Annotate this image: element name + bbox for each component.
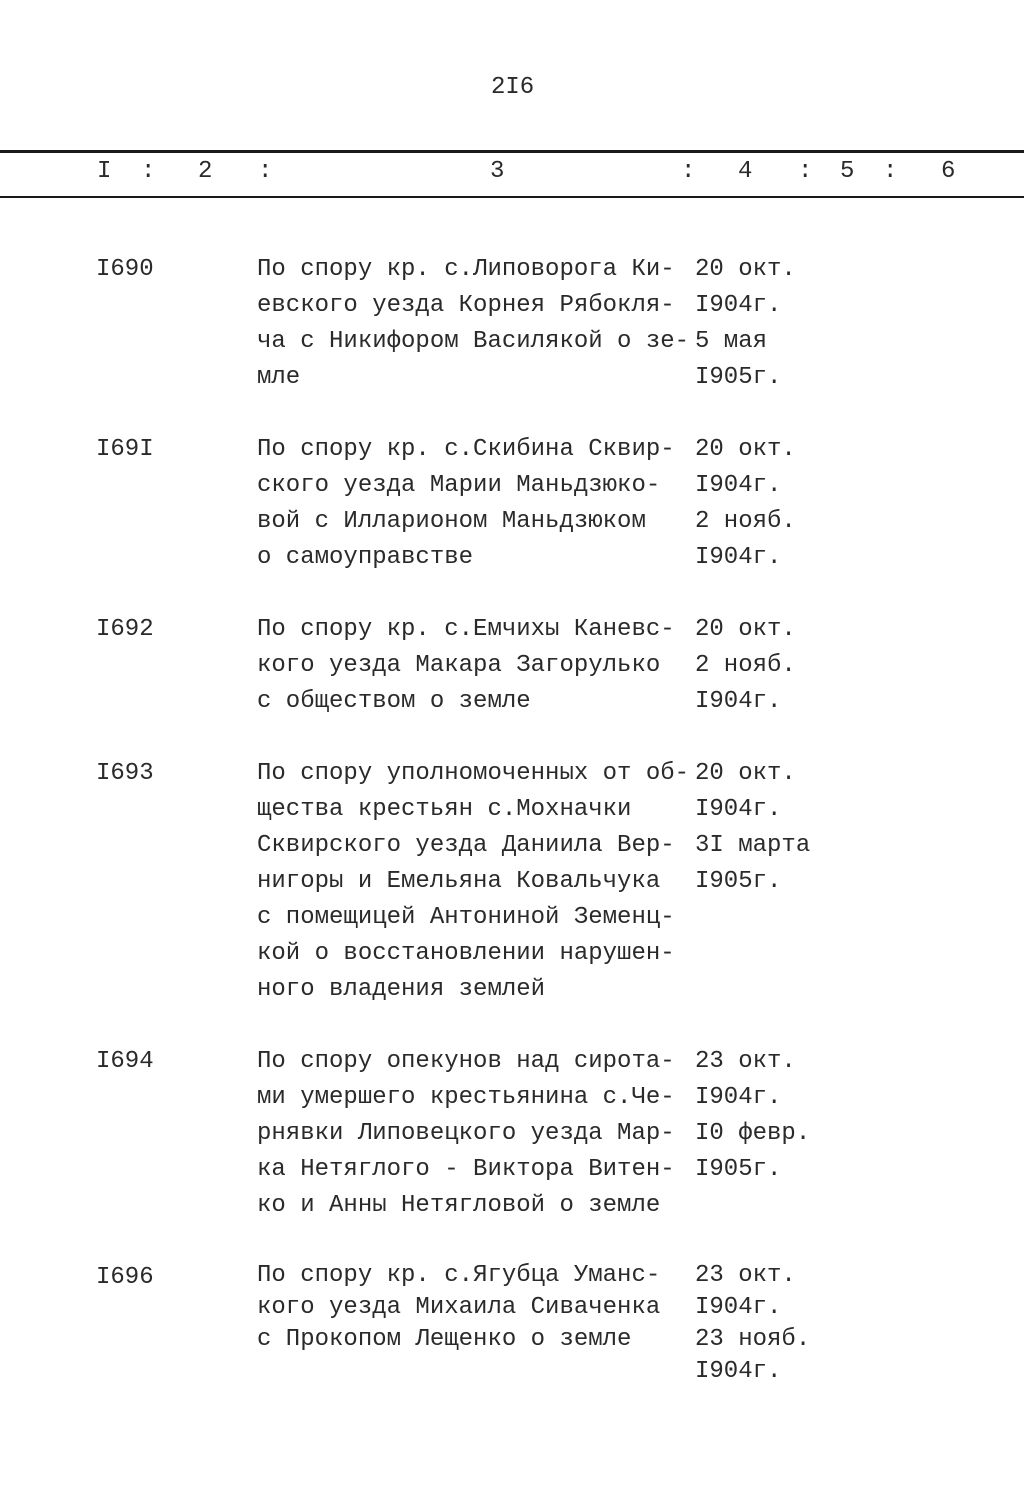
date-line: 20 окт.: [695, 436, 796, 463]
list-item: [0, 252, 1024, 396]
entry-description: [257, 756, 697, 1008]
date-line: 2 нояб.: [695, 508, 796, 535]
date-line: 23 окт.: [695, 1048, 796, 1075]
description-line: ного владения землей: [257, 976, 546, 1003]
date-line: 2 нояб.: [695, 652, 796, 679]
entry-dates: [695, 612, 796, 720]
table-header-top-rule: [0, 150, 1024, 153]
entry-number: I693: [96, 760, 154, 787]
date-line: I904г.: [695, 292, 782, 319]
date-line: 23 окт.: [695, 1262, 796, 1289]
date-line: I905г.: [695, 364, 782, 391]
column-header-5: 5: [840, 158, 855, 185]
list-item: [0, 432, 1024, 576]
description-line: Сквирского уезда Даниила Вер-: [257, 832, 675, 859]
column-header-4: 4: [738, 158, 753, 185]
date-line: I904г.: [695, 796, 782, 823]
column-header-1: I: [97, 158, 112, 185]
date-line: 23 нояб.: [695, 1326, 811, 1353]
description-line: По спору кр. с.Ягубца Уманс-: [257, 1262, 661, 1289]
list-item: [0, 1044, 1024, 1224]
entry-description: [257, 252, 697, 396]
date-line: I905г.: [695, 868, 782, 895]
date-line: I904г.: [695, 544, 782, 571]
description-line: ми умершего крестьянина с.Че-: [257, 1084, 675, 1111]
date-line: I904г.: [695, 688, 782, 715]
table-header-bottom-rule: [0, 196, 1024, 198]
date-line: 3I марта: [695, 832, 811, 859]
description-line: По спору опекунов над сирота-: [257, 1048, 675, 1075]
description-line: ча с Никифором Василякой о зе-: [257, 328, 690, 355]
description-line: нигоры и Емельяна Ковальчука: [257, 868, 661, 895]
description-line: рнявки Липовецкого уезда Мар-: [257, 1120, 675, 1147]
description-line: вой с Илларионом Маньдзюком: [257, 508, 646, 535]
list-item: [0, 1260, 1024, 1385]
description-line: ского уезда Марии Маньдзюко-: [257, 472, 661, 499]
description-line: с обществом о земле: [257, 688, 531, 715]
entries-list: [0, 252, 1024, 1392]
description-line: о самоуправстве: [257, 544, 474, 571]
entry-number: I69I: [96, 436, 154, 463]
date-line: 20 окт.: [695, 760, 796, 787]
date-line: I905г.: [695, 1156, 782, 1183]
page-number: 2I6: [491, 74, 535, 101]
entry-number: I694: [96, 1048, 154, 1075]
description-line: ко и Анны Нетягловой о земле: [257, 1192, 661, 1219]
entry-description: [257, 1044, 697, 1224]
list-item: [0, 756, 1024, 1008]
date-line: I904г.: [695, 472, 782, 499]
list-item: [0, 612, 1024, 720]
date-line: 20 окт.: [695, 616, 796, 643]
description-line: По спору кр. с.Скибина Сквир-: [257, 436, 675, 463]
column-separator: :: [798, 158, 813, 185]
date-line: I904г.: [695, 1358, 782, 1385]
entry-description: [257, 612, 697, 720]
description-line: с Прокопом Лещенко о земле: [257, 1326, 632, 1353]
column-separator: :: [883, 158, 898, 185]
description-line: По спору кр. с.Емчихы Каневс-: [257, 616, 675, 643]
description-line: мле: [257, 364, 301, 391]
description-line: с помещицей Антониной Земенц-: [257, 904, 675, 931]
description-line: евского уезда Корнея Рябокля-: [257, 292, 675, 319]
column-header-2: 2: [198, 158, 213, 185]
date-line: 20 окт.: [695, 256, 796, 283]
date-line: I904г.: [695, 1294, 782, 1321]
entry-description: [257, 1260, 697, 1356]
entry-dates: [695, 756, 810, 900]
entry-number: I690: [96, 256, 154, 283]
column-separator: :: [141, 158, 156, 185]
column-header-3: 3: [490, 158, 505, 185]
description-line: По спору кр. с.Липоворога Ки-: [257, 256, 675, 283]
date-line: 5 мая: [695, 328, 768, 355]
column-header-6: 6: [941, 158, 956, 185]
entry-number: I692: [96, 616, 154, 643]
entry-number: I696: [96, 1264, 154, 1291]
description-line: кого уезда Макара Загорулько: [257, 652, 661, 679]
description-line: кой о восстановлении нарушен-: [257, 940, 675, 967]
description-line: кого уезда Михаила Сиваченка: [257, 1294, 661, 1321]
entry-dates: [695, 252, 796, 396]
date-line: I0 февр.: [695, 1120, 811, 1147]
entry-dates: [695, 1260, 810, 1388]
description-line: щества крестьян с.Мохначки: [257, 796, 632, 823]
entry-dates: [695, 1044, 810, 1188]
column-separator: :: [258, 158, 273, 185]
entry-dates: [695, 432, 796, 576]
entry-description: [257, 432, 697, 576]
description-line: По спору уполномоченных от об-: [257, 760, 690, 787]
description-line: ка Нетяглого - Виктора Витен-: [257, 1156, 675, 1183]
column-separator: :: [681, 158, 696, 185]
date-line: I904г.: [695, 1084, 782, 1111]
